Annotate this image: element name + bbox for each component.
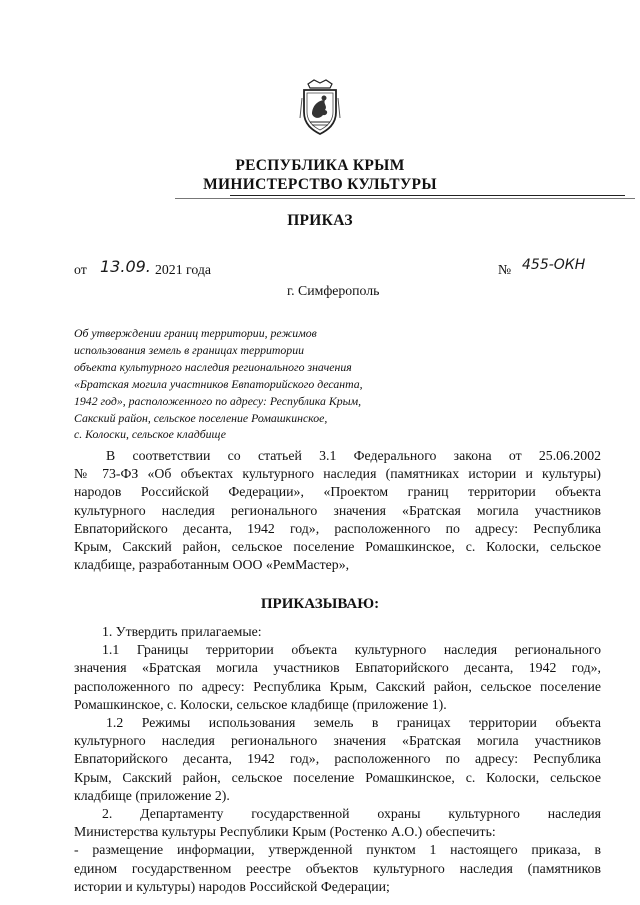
order-items [74,623,601,896]
number-handwritten: 455-ОКН [522,257,586,273]
item-2-line: - размещение информации, утвержденной пунктом 1 настоящего приказа, в [74,842,601,858]
item-1-2-line: Евпаторийского десанта, 1942 год», расположенного по адресу: Республика [74,751,601,767]
item-1-2-line: кладбище (приложение 2). [74,787,230,803]
preamble-line: Крым, Сакский район, сельское поселение Ромашкинское, с. Колоски, сельское [74,539,601,555]
date-year: 2021 года [155,262,212,277]
item-2-line: Министерства культуры Республики Крым (Ростенко А.О.) обеспечить: [74,824,496,840]
coat-of-arms-icon [298,78,342,138]
subject-line: 1942 год», расположенного по адресу: Республика Крым, [74,393,362,408]
item-1-1-line: значения «Братская могила участников Евпаторийского десанта, 1942 год», [74,660,601,676]
header-rule [230,195,625,196]
item-1-2-line: культурного наследия регионального значения «Братская могила участников [74,733,601,749]
date-prefix: от [74,262,87,277]
subject-line: с. Колоски, сельское кладбище [74,427,226,442]
preamble-line: культурного наследия регионального значения «Братская могила участников [74,502,601,518]
date-handwritten: 13.09. [100,257,151,276]
preamble-line: Евпаторийского десанта, 1942 год», расположенного по адресу: Республика [74,520,601,536]
item-1-1-line: Ромашкинское, с. Колоски, сельское кладбище (приложение 1). [74,696,447,712]
item-1-1-line: расположенного по адресу: Республика Крым, Сакский район, сельское поселение [74,678,601,694]
subject-line: объекта культурного наследия регионального значения [74,359,352,374]
item-1: 1. Утвердить прилагаемые: [102,624,262,639]
preamble-line: В соответствии со статьей 3.1 Федерального закона от 25.06.2002 [106,448,601,463]
item-1-2-line: Крым, Сакский район, сельское поселение Ромашкинское, с. Колоски, сельское [74,769,601,785]
order-word: ПРИКАЗЫВАЮ: [260,596,380,612]
city: г. Симферополь [287,283,380,298]
item-2-line: 2. Департаменту государственной охраны культурного наследия [102,806,601,822]
subject-line: Об утверждении границ территории, режимов [74,326,317,340]
item-1-2-line: 1.2 Режимы использования земель в границах территории объекта [106,715,601,731]
header-rule-thin [175,198,635,199]
doc-type-title: ПРИКАЗ [287,212,353,229]
subject-line: «Братская могила участников Евпаторийского десанта, [74,376,363,391]
preamble [74,447,601,574]
order-subject [74,325,404,443]
number-prefix: № [498,262,512,277]
preamble-line: № 73-ФЗ «Об объектах культурного наследия (памятниках истории и культуры) [74,466,601,482]
item-1-1-line: 1.1 Границы территории объекта культурного наследия регионального [102,642,601,658]
subject-line: использования земель в границах территории [74,342,305,357]
item-2-line: истории и культуры) народов Российской Федерации; [74,878,390,894]
subject-line: Сакский район, сельское поселение Ромашкинское, [74,410,328,425]
ministry-title: МИНИСТЕРСТВО КУЛЬТУРЫ [203,176,437,193]
republic-title: РЕСПУБЛИКА КРЫМ [235,157,405,174]
preamble-line: народов Российской Федерации», «Проектом границ территории объекта [74,484,601,500]
preamble-line: кладбище, разработанным ООО «РемМастер», [74,557,350,573]
item-2-line: едином государственном реестре объектов культурного наследия (памятников [74,860,601,876]
